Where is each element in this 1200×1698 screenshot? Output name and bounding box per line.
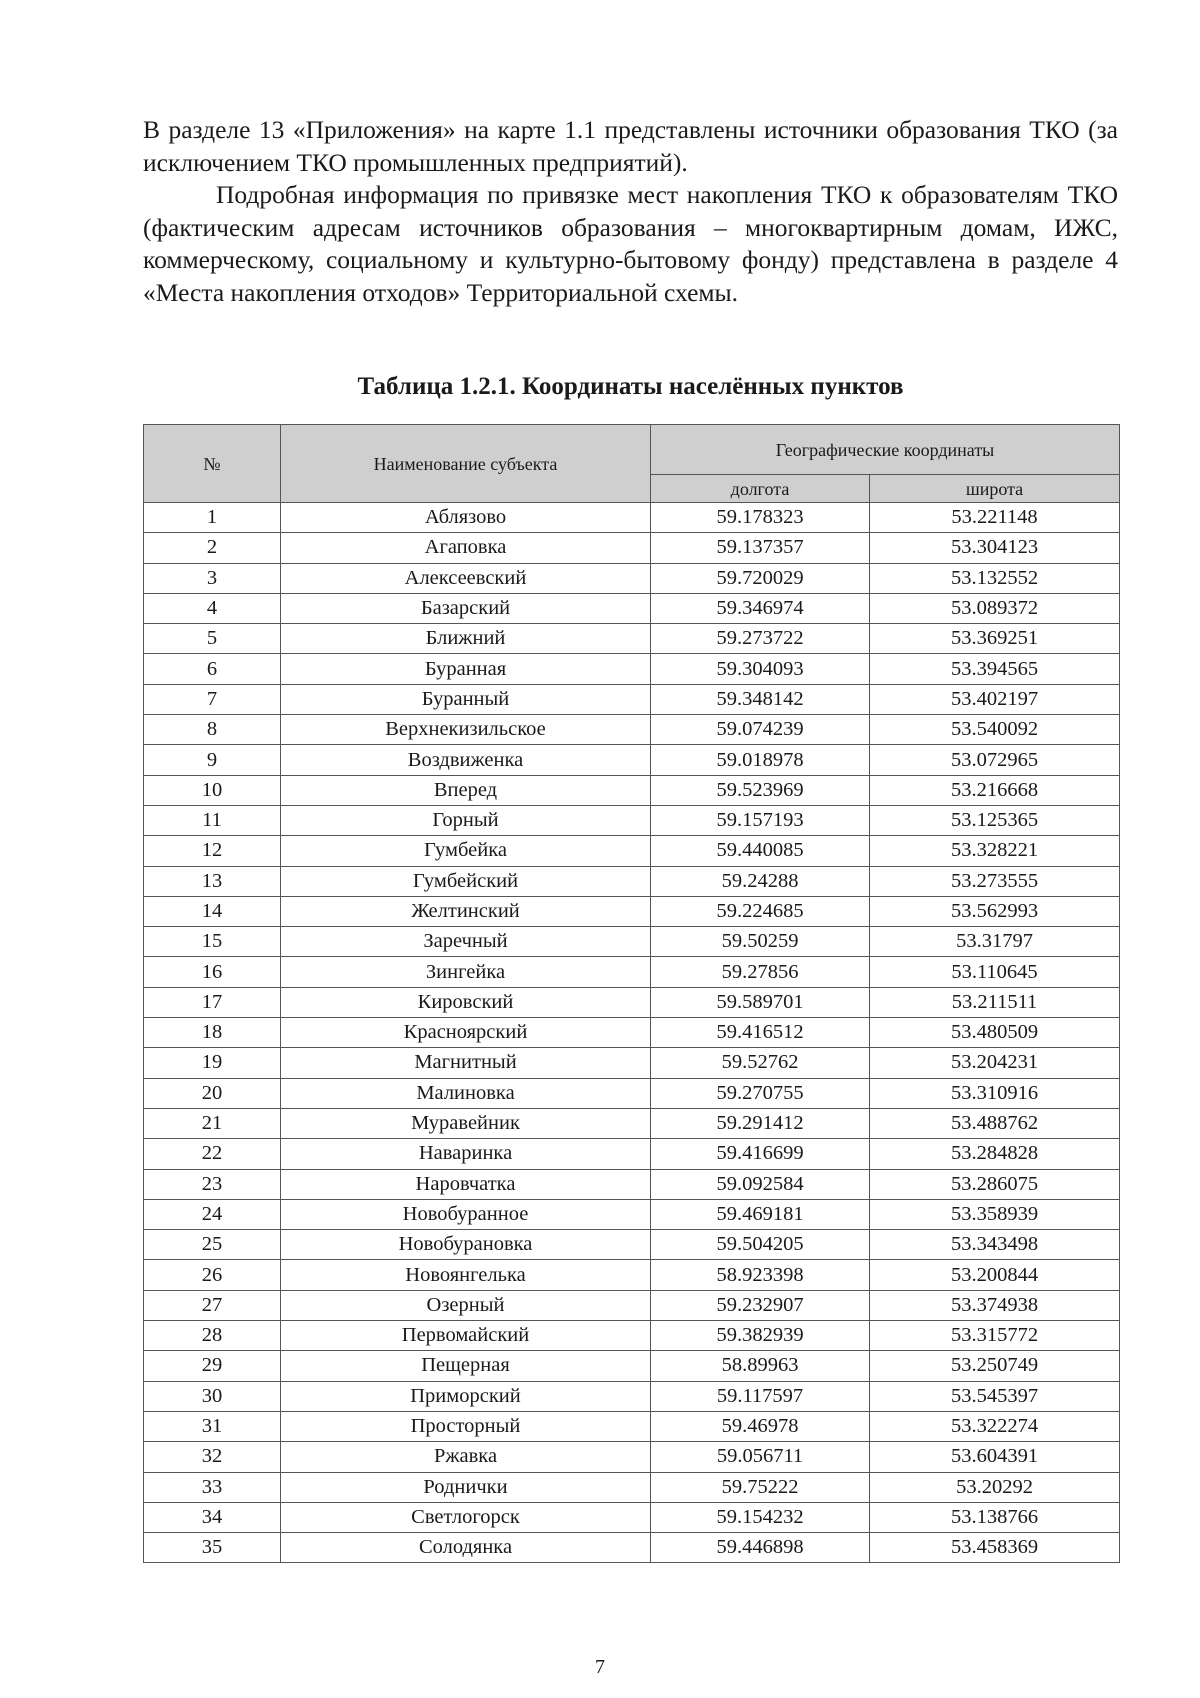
table-row bbox=[144, 654, 1120, 684]
latitude-cell: 53.374938 bbox=[870, 1290, 1120, 1320]
table-row bbox=[144, 593, 1120, 623]
row-number-cell: 21 bbox=[144, 1108, 281, 1138]
table-row bbox=[144, 684, 1120, 714]
latitude-cell: 53.369251 bbox=[870, 624, 1120, 654]
coordinates-table bbox=[143, 424, 1120, 1563]
table-row bbox=[144, 1442, 1120, 1472]
latitude-cell: 53.343498 bbox=[870, 1230, 1120, 1260]
row-number-cell: 27 bbox=[144, 1290, 281, 1320]
settlement-name-cell: Воздвиженка bbox=[281, 745, 651, 775]
latitude-cell: 53.286075 bbox=[870, 1169, 1120, 1199]
latitude-cell: 53.138766 bbox=[870, 1502, 1120, 1532]
settlement-name-cell: Базарский bbox=[281, 593, 651, 623]
paragraph-1: В разделе 13 «Приложения» на карте 1.1 представлены источники образования ТКО (за исключением ТКО промышленных предприятий). bbox=[143, 115, 1118, 177]
settlement-name-cell: Кировский bbox=[281, 987, 651, 1017]
table-row bbox=[144, 745, 1120, 775]
row-number-cell: 3 bbox=[144, 563, 281, 593]
row-number-cell: 17 bbox=[144, 987, 281, 1017]
longitude-cell: 59.27856 bbox=[651, 957, 870, 987]
latitude-cell: 53.216668 bbox=[870, 775, 1120, 805]
settlement-name-cell: Светлогорск bbox=[281, 1502, 651, 1532]
settlement-name-cell: Приморский bbox=[281, 1381, 651, 1411]
settlement-name-cell: Муравейник bbox=[281, 1108, 651, 1138]
table-row bbox=[144, 1048, 1120, 1078]
table-row bbox=[144, 775, 1120, 805]
latitude-cell: 53.31797 bbox=[870, 927, 1120, 957]
longitude-cell: 59.178323 bbox=[651, 503, 870, 533]
settlement-name-cell: Солодянка bbox=[281, 1533, 651, 1563]
table-row bbox=[144, 1108, 1120, 1138]
table-row bbox=[144, 1351, 1120, 1381]
latitude-cell: 53.221148 bbox=[870, 503, 1120, 533]
row-number-cell: 15 bbox=[144, 927, 281, 957]
longitude-cell: 59.291412 bbox=[651, 1108, 870, 1138]
longitude-cell: 59.270755 bbox=[651, 1078, 870, 1108]
longitude-cell: 59.224685 bbox=[651, 896, 870, 926]
table-row bbox=[144, 1199, 1120, 1229]
latitude-cell: 53.488762 bbox=[870, 1108, 1120, 1138]
table-row bbox=[144, 1260, 1120, 1290]
latitude-cell: 53.200844 bbox=[870, 1260, 1120, 1290]
settlement-name-cell: Вперед bbox=[281, 775, 651, 805]
settlement-name-cell: Новобуранное bbox=[281, 1199, 651, 1229]
longitude-cell: 59.382939 bbox=[651, 1321, 870, 1351]
table-row bbox=[144, 1290, 1120, 1320]
latitude-cell: 53.604391 bbox=[870, 1442, 1120, 1472]
header-latitude: широта bbox=[870, 475, 1120, 503]
longitude-cell: 59.117597 bbox=[651, 1381, 870, 1411]
settlement-name-cell: Гумбейка bbox=[281, 836, 651, 866]
table-row bbox=[144, 624, 1120, 654]
longitude-cell: 59.416699 bbox=[651, 1139, 870, 1169]
table-row bbox=[144, 563, 1120, 593]
longitude-cell: 59.157193 bbox=[651, 805, 870, 835]
longitude-cell: 59.504205 bbox=[651, 1230, 870, 1260]
table-row bbox=[144, 1169, 1120, 1199]
latitude-cell: 53.132552 bbox=[870, 563, 1120, 593]
table-row bbox=[144, 1472, 1120, 1502]
row-number-cell: 32 bbox=[144, 1442, 281, 1472]
longitude-cell: 59.589701 bbox=[651, 987, 870, 1017]
row-number-cell: 22 bbox=[144, 1139, 281, 1169]
header-longitude: долгота bbox=[651, 475, 870, 503]
table-row bbox=[144, 987, 1120, 1017]
settlement-name-cell: Пещерная bbox=[281, 1351, 651, 1381]
latitude-cell: 53.089372 bbox=[870, 593, 1120, 623]
latitude-cell: 53.540092 bbox=[870, 715, 1120, 745]
row-number-cell: 26 bbox=[144, 1260, 281, 1290]
latitude-cell: 53.273555 bbox=[870, 866, 1120, 896]
row-number-cell: 31 bbox=[144, 1411, 281, 1441]
longitude-cell: 59.446898 bbox=[651, 1533, 870, 1563]
table-row bbox=[144, 1078, 1120, 1108]
longitude-cell: 59.46978 bbox=[651, 1411, 870, 1441]
longitude-cell: 59.273722 bbox=[651, 624, 870, 654]
settlement-name-cell: Новобурановка bbox=[281, 1230, 651, 1260]
table-row bbox=[144, 1533, 1120, 1563]
table-row bbox=[144, 715, 1120, 745]
latitude-cell: 53.545397 bbox=[870, 1381, 1120, 1411]
table-row bbox=[144, 896, 1120, 926]
settlement-name-cell: Новоянгелька bbox=[281, 1260, 651, 1290]
latitude-cell: 53.328221 bbox=[870, 836, 1120, 866]
longitude-cell: 59.469181 bbox=[651, 1199, 870, 1229]
settlement-name-cell: Аблязово bbox=[281, 503, 651, 533]
longitude-cell: 59.720029 bbox=[651, 563, 870, 593]
longitude-cell: 59.018978 bbox=[651, 745, 870, 775]
row-number-cell: 10 bbox=[144, 775, 281, 805]
table-row bbox=[144, 503, 1120, 533]
settlement-name-cell: Зингейка bbox=[281, 957, 651, 987]
header-coordinates: Географические координаты bbox=[651, 425, 1120, 475]
table-row bbox=[144, 1502, 1120, 1532]
settlement-name-cell: Агаповка bbox=[281, 533, 651, 563]
latitude-cell: 53.322274 bbox=[870, 1411, 1120, 1441]
longitude-cell: 59.50259 bbox=[651, 927, 870, 957]
row-number-cell: 5 bbox=[144, 624, 281, 654]
row-number-cell: 6 bbox=[144, 654, 281, 684]
row-number-cell: 23 bbox=[144, 1169, 281, 1199]
row-number-cell: 29 bbox=[144, 1351, 281, 1381]
settlement-name-cell: Буранная bbox=[281, 654, 651, 684]
settlement-name-cell: Желтинский bbox=[281, 896, 651, 926]
row-number-cell: 9 bbox=[144, 745, 281, 775]
longitude-cell: 59.348142 bbox=[651, 684, 870, 714]
latitude-cell: 53.284828 bbox=[870, 1139, 1120, 1169]
latitude-cell: 53.358939 bbox=[870, 1199, 1120, 1229]
row-number-cell: 24 bbox=[144, 1199, 281, 1229]
row-number-cell: 28 bbox=[144, 1321, 281, 1351]
longitude-cell: 59.232907 bbox=[651, 1290, 870, 1320]
settlement-name-cell: Роднички bbox=[281, 1472, 651, 1502]
row-number-cell: 1 bbox=[144, 503, 281, 533]
table-row bbox=[144, 805, 1120, 835]
longitude-cell: 59.137357 bbox=[651, 533, 870, 563]
table-row bbox=[144, 927, 1120, 957]
latitude-cell: 53.310916 bbox=[870, 1078, 1120, 1108]
table-row bbox=[144, 1018, 1120, 1048]
row-number-cell: 7 bbox=[144, 684, 281, 714]
longitude-cell: 59.75222 bbox=[651, 1472, 870, 1502]
row-number-cell: 19 bbox=[144, 1048, 281, 1078]
row-number-cell: 4 bbox=[144, 593, 281, 623]
settlement-name-cell: Магнитный bbox=[281, 1048, 651, 1078]
row-number-cell: 18 bbox=[144, 1018, 281, 1048]
row-number-cell: 35 bbox=[144, 1533, 281, 1563]
table-body bbox=[144, 503, 1120, 1563]
longitude-cell: 59.304093 bbox=[651, 654, 870, 684]
settlement-name-cell: Первомайский bbox=[281, 1321, 651, 1351]
latitude-cell: 53.402197 bbox=[870, 684, 1120, 714]
latitude-cell: 53.458369 bbox=[870, 1533, 1120, 1563]
settlement-name-cell: Наваринка bbox=[281, 1139, 651, 1169]
table-row bbox=[144, 1411, 1120, 1441]
row-number-cell: 8 bbox=[144, 715, 281, 745]
row-number-cell: 2 bbox=[144, 533, 281, 563]
longitude-cell: 59.523969 bbox=[651, 775, 870, 805]
row-number-cell: 25 bbox=[144, 1230, 281, 1260]
latitude-cell: 53.211511 bbox=[870, 987, 1120, 1017]
table-row bbox=[144, 1230, 1120, 1260]
table-row bbox=[144, 957, 1120, 987]
table-row bbox=[144, 1139, 1120, 1169]
settlement-name-cell: Малиновка bbox=[281, 1078, 651, 1108]
latitude-cell: 53.304123 bbox=[870, 533, 1120, 563]
page-number: 7 bbox=[595, 1656, 605, 1678]
latitude-cell: 53.20292 bbox=[870, 1472, 1120, 1502]
table-row bbox=[144, 1321, 1120, 1351]
latitude-cell: 53.562993 bbox=[870, 896, 1120, 926]
row-number-cell: 16 bbox=[144, 957, 281, 987]
row-number-cell: 33 bbox=[144, 1472, 281, 1502]
table-title: Таблица 1.2.1. Координаты населённых пунктов bbox=[357, 373, 904, 400]
settlement-name-cell: Гумбейский bbox=[281, 866, 651, 896]
latitude-cell: 53.125365 bbox=[870, 805, 1120, 835]
latitude-cell: 53.204231 bbox=[870, 1048, 1120, 1078]
settlement-name-cell: Буранный bbox=[281, 684, 651, 714]
header-number: № bbox=[144, 425, 281, 503]
settlement-name-cell: Ближний bbox=[281, 624, 651, 654]
table-row bbox=[144, 1381, 1120, 1411]
settlement-name-cell: Наровчатка bbox=[281, 1169, 651, 1199]
latitude-cell: 53.480509 bbox=[870, 1018, 1120, 1048]
settlement-name-cell: Озерный bbox=[281, 1290, 651, 1320]
longitude-cell: 59.154232 bbox=[651, 1502, 870, 1532]
longitude-cell: 59.346974 bbox=[651, 593, 870, 623]
row-number-cell: 30 bbox=[144, 1381, 281, 1411]
settlement-name-cell: Верхнекизильское bbox=[281, 715, 651, 745]
row-number-cell: 20 bbox=[144, 1078, 281, 1108]
longitude-cell: 58.923398 bbox=[651, 1260, 870, 1290]
table-row bbox=[144, 866, 1120, 896]
longitude-cell: 59.440085 bbox=[651, 836, 870, 866]
settlement-name-cell: Просторный bbox=[281, 1411, 651, 1441]
settlement-name-cell: Заречный bbox=[281, 927, 651, 957]
row-number-cell: 14 bbox=[144, 896, 281, 926]
settlement-name-cell: Алексеевский bbox=[281, 563, 651, 593]
table-row bbox=[144, 836, 1120, 866]
longitude-cell: 59.416512 bbox=[651, 1018, 870, 1048]
body-text bbox=[143, 114, 1118, 309]
paragraph-2: Подробная информация по привязке мест накопления ТКО к образователям ТКО (фактическим адресам источников образования – многоквартирным домам, ИЖС, коммерческому, социальному и культурно-бытовому фонду) представлена в разделе 4 «Места накопления отходов» Территориальной схемы. bbox=[143, 180, 1118, 307]
row-number-cell: 12 bbox=[144, 836, 281, 866]
row-number-cell: 34 bbox=[144, 1502, 281, 1532]
settlement-name-cell: Красноярский bbox=[281, 1018, 651, 1048]
longitude-cell: 59.056711 bbox=[651, 1442, 870, 1472]
latitude-cell: 53.250749 bbox=[870, 1351, 1120, 1381]
longitude-cell: 58.89963 bbox=[651, 1351, 870, 1381]
settlement-name-cell: Горный bbox=[281, 805, 651, 835]
settlement-name-cell: Ржавка bbox=[281, 1442, 651, 1472]
table-header-row bbox=[144, 425, 1120, 475]
longitude-cell: 59.52762 bbox=[651, 1048, 870, 1078]
latitude-cell: 53.394565 bbox=[870, 654, 1120, 684]
latitude-cell: 53.110645 bbox=[870, 957, 1120, 987]
table-row bbox=[144, 533, 1120, 563]
longitude-cell: 59.092584 bbox=[651, 1169, 870, 1199]
row-number-cell: 11 bbox=[144, 805, 281, 835]
latitude-cell: 53.315772 bbox=[870, 1321, 1120, 1351]
longitude-cell: 59.24288 bbox=[651, 866, 870, 896]
header-name: Наименование субъекта bbox=[281, 425, 651, 503]
latitude-cell: 53.072965 bbox=[870, 745, 1120, 775]
longitude-cell: 59.074239 bbox=[651, 715, 870, 745]
row-number-cell: 13 bbox=[144, 866, 281, 896]
